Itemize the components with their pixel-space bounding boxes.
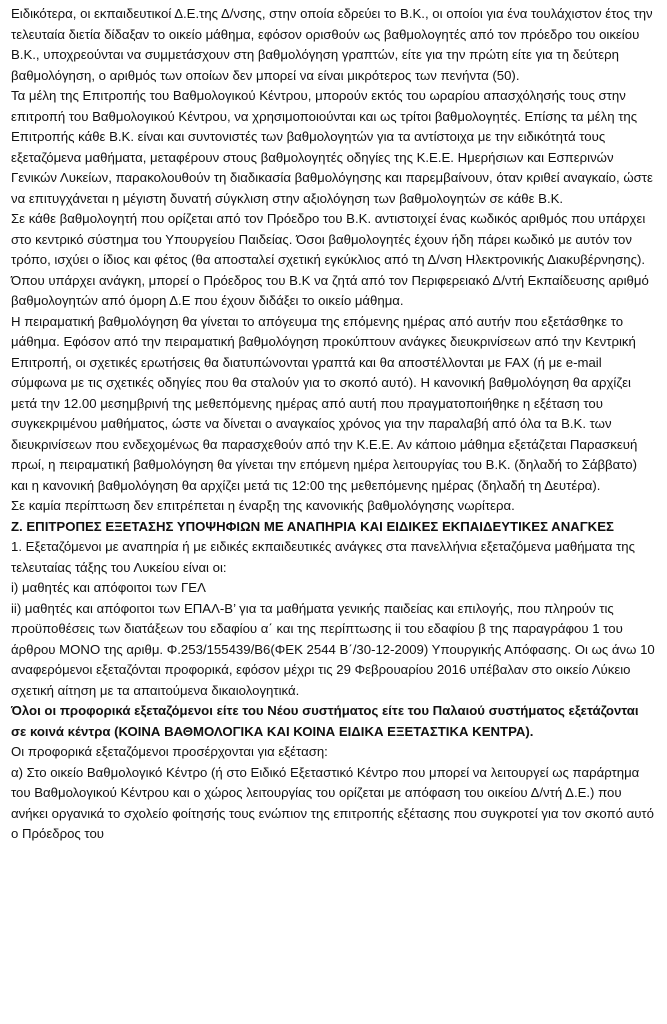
paragraph-oral-examinees-intro: Οι προφορικά εξεταζόμενοι προσέρχονται για εξέταση: [11,744,328,759]
list-item-epal-students: ii) μαθητές και απόφοιτοι των ΕΠΑΛ-Β’ για τα μαθήματα γενικής παιδείας και επιλογής, που πληρούν τις προϋποθέσεις των διατάξεων του εδαφίου α΄ και της περίπτωσης ii του εδαφίου β της παραγράφου 1 του άρθρου ΜΟΝΟ της αριθμ. Φ.253/155439/Β6(ΦΕΚ 2544 Β΄/30-12-2009) Υπουργικής Απόφασης. Οι ως άνω 10 αναφερόμενοι εξεταζόνται προφορικά, εφόσον μέχρι τις 29 Φεβρουαρίου 2016 υπέβαλαν στο οικείο Λύκειο σχετική αίτηση με τα απαιτούμενα δικαιολογητικά. [11,600,655,698]
section-heading-z: Ζ. ΕΠΙΤΡΟΠΕΣ ΕΞΕΤΑΣΗΣ ΥΠΟΨΗΦΙΩΝ ΜΕ ΑΝΑΠΗΡΙΑ ΚΑΙ ΕΙΔΙΚΕΣ ΕΚΠΑΙΔΕΥΤΙΚΕΣ ΑΝΑΓΚΕΣ [11,518,614,534]
paragraph-pilot-grading: Η πειραματική βαθμολόγηση θα γίνεται το απόγευμα της επόμενης ημέρας από αυτήν που εξετάσθηκε το μάθημα. Εφόσον από την πειραματική βαθμολόγηση προκύπτουν ανάγκες διευκρινίσεων από την Κεντρική Επιτροπή, οι σχετικές ερωτήσεις θα διατυπώνονται γραπτά και θα αποστέλλονται με FAX (ή με e-mail σύμφωνα με τις σχετικές οδηγίες που θα σταλούν για το σκοπό αυτό). Η κανονική βαθμολόγηση θα αρχίζει μετά την 12.00 μεσημβρινή της μεθεπόμενης ημέρας από αυτή που πραγματοποιήθηκε η εξέταση του συγκεκριμένου μαθήματος, ώστε να δίνεται ο αναγκαίος χρόνος για την παραλαβή από όλα τα Β.Κ. των διευκρινίσεων που ενδεχομένως θα παρασχεθούν από την Κ.Ε.Ε. Αν κάποιο μάθημα εξετάζεται Παρασκευή πρωί, η πειραματική βαθμολόγηση θα γίνεται την επόμενη ημέρα λειτουργίας του Β.Κ. (δηλαδή το Σάββατο) και η κανονική βαθμολόγηση θα αρχίζει μετά τις 12:00 της μεθεπόμενης ημέρας (δηλαδή τη Δευτέρα). [11,313,638,493]
list-item-gel-students: i) μαθητές και απόφοιτοι των ΓΕΛ [11,580,206,595]
paragraph-common-centers: Όλοι οι προφορικά εξεταζόμενοι είτε του Νέου συστήματος είτε του Παλαιού συστήματος εξετάζονται σε κοινά κέντρα (ΚΟΙΝΑ ΒΑΘΜΟΛΟΓΙΚΑ ΚΑΙ ΚΟΙΝΑ ΕΙΔΙΚΑ ΕΞΕΤΑΣΤΙΚΑ ΚΕΝΤΡΑ). [11,703,639,739]
paragraph-grader-codes: Σε κάθε βαθμολογητή που ορίζεται από τον Πρόεδρο του Β.Κ. αντιστοιχεί ένας κωδικός αριθμός που υπάρχει στο κεντρικό σύστημα του Υπουργείου Παιδείας. Όσοι βαθμολογητές έχουν ήδη πάρει κωδικό με αυτόν τον τρόπο, ισχύει ο ίδιος και φέτος (θα αποσταλεί σχετική εγκύκλιος από τη Δ/νση Ηλεκτρονικής Διακυβέρνησης). Όπου υπάρχει ανάγκη, μπορεί ο Πρόεδρος του Β.Κ να ζητά από τον Περιφερειακό Δ/ντή Εκπαίδευσης αριθμό βαθμολογητών από όμορη Δ.Ε που έχουν διδάξει το οικείο μάθημα. [11,211,649,308]
paragraph-committee-members: Τα μέλη της Επιτροπής του Βαθμολογικού Κέντρου, μπορούν εκτός του ωραρίου απασχόλησής τους στην επιτροπή του Βαθμολογικού Κέντρου, να χρησιμοποιούνται και ως τρίτοι βαθμολογητές. Επίσης τα μέλη της Επιτροπής κάθε Β.Κ. είναι και συντονιστές των βαθμολογητών για τα αντίστοιχα με την ειδικότητά τους εξεταζόμενα μαθήματα, μεταφέρουν στους βαθμολογητές οδηγίες της Κ.Ε.Ε. Ημερήσιων και Εσπερινών Γενικών Λυκείων, παρακολουθούν τη διαδικασία βαθμολόγησης και παρεμβαίνουν, όταν κριθεί αναγκαίο, ώστε να επιτυγχάνεται η μέγιστη δυνατή σύγκλιση στην αξιολόγηση των βαθμολογητών σε κάθε Β.Κ. [11,88,653,206]
paragraph-oral-exam-location: α) Στο οικείο Βαθμολογικό Κέντρο (ή στο Ειδικό Εξεταστικό Κέντρο που μπορεί να λειτουργεί ως παράρτημα του Βαθμολογικού Κέντρου και ο χώρος λειτουργίας του ορίζεται με απόφαση του οικείου Δ/ντή Δ.Ε.) που ανήκει οργανικά το σχολείο φοίτησής τους ενώπιον της επιτροπής εξέτασης που συγκροτεί για τον σκοπό αυτό ο Πρόεδρος του [11,764,654,841]
paragraph-grading-teachers: Ειδικότερα, οι εκπαιδευτικοί Δ.Ε.της Δ/νσης, στην οποία εδρεύει το Β.Κ., οι οποίοι για ένα τουλάχιστον έτος την τελευταία διετία δίδαξαν το οικείο μάθημα, εφόσον ορισθούν ως βαθμολογητές από τον πρόεδρο του οικείου Β.Κ., υποχρεούνται να συμμετάσχουν στη βαθμολόγηση γραπτών, είτε για την πρώτη είτε για τη δεύτερη βαθμολόγηση, ο αριθμός των οποίων δεν μπορεί να είναι μικρότερος των πενήντα (50). [11,6,653,83]
paragraph-no-early-grading: Σε καμία περίπτωση δεν επιτρέπεται η έναρξη της κανονικής βαθμολόγησης νωρίτερα. [11,498,515,513]
paragraph-disability-examinees: 1. Εξεταζόμενοι με αναπηρία ή με ειδικές εκπαιδευτικές ανάγκες στα πανελλήνια εξεταζόμενα μαθήματα της τελευταίας τάξης του Λυκείου είναι οι: [11,539,635,575]
